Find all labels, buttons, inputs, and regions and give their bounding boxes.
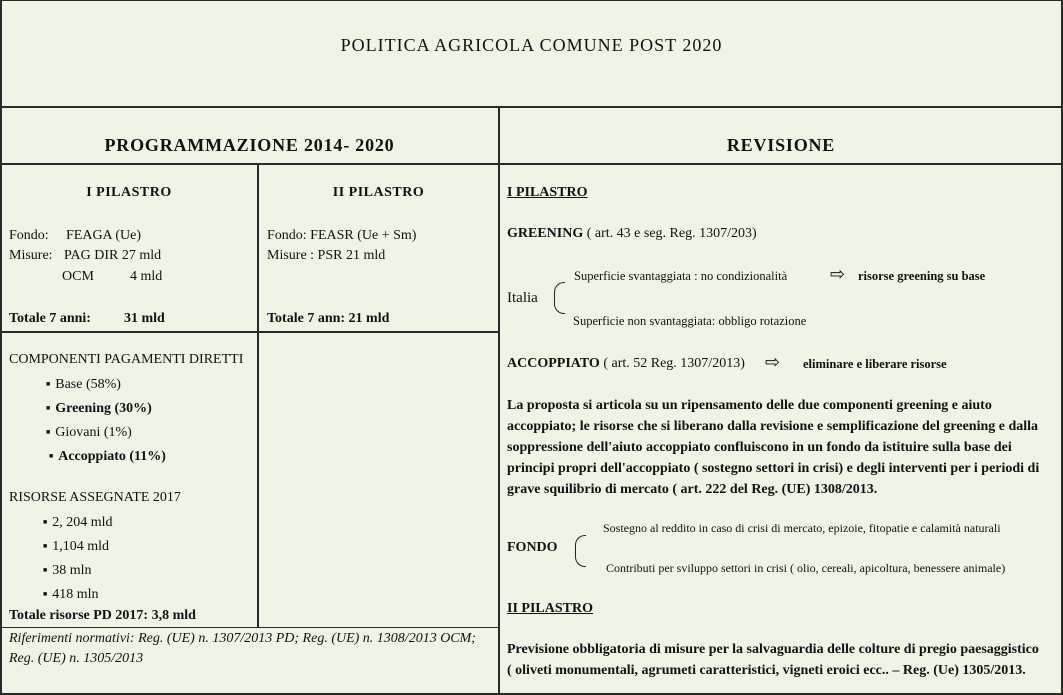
italia-brace — [554, 282, 565, 314]
pilastro1-totale-label: Totale 7 anni: — [9, 311, 91, 326]
revisione-header: REVISIONE — [726, 135, 836, 155]
superficie-non-svantaggiata: Superficie non svantaggiata: obbligo rotazione — [573, 314, 807, 328]
fondo-brace — [575, 535, 586, 567]
riferimenti-line1: Riferimenti normativi: Reg. (UE) n. 1307/2013 PD; Reg. (UE) n. 1308/2013 OCM; — [9, 631, 476, 646]
risorse-totale: Totale risorse PD 2017: 3,8 mld — [9, 608, 196, 623]
programmazione-header: PROGRAMMAZIONE 2014- 2020 — [104, 135, 395, 155]
superficie-svantaggiata: Superficie svantaggiata : no condizionalità — [574, 269, 788, 283]
pilastro1-ocm-value: 4 mld — [130, 269, 163, 284]
right-arrow-icon: ⇨ — [830, 264, 846, 285]
accoppiato-result: eliminare e liberare risorse — [803, 357, 947, 371]
page-title: POLITICA AGRICOLA COMUNE POST 2020 — [340, 35, 723, 55]
revisione-pilastro2-heading: II PILASTRO — [507, 601, 593, 616]
fondo-item-sostegno: Sostegno al reddito in caso di crisi di mercato, epizoie, fitopatie e calamità naturali — [603, 521, 1001, 535]
pilastro1-heading: I PILASTRO — [86, 185, 172, 200]
revisione-pilastro1-heading: I PILASTRO — [507, 185, 588, 200]
border-left — [0, 0, 2, 695]
header-divider — [0, 163, 1063, 165]
risorse-item: ■ 1,104 mld — [43, 538, 109, 557]
componenti-item-base: ■ Base (58%) — [46, 376, 121, 395]
pilastro2-fondo: Fondo: FEASR (Ue + Sm) — [267, 228, 417, 243]
pilastro2-previsione-line2: ( oliveti monumentali, agrumeti caratteristici, vigneti eroici ecc.. – Reg. (Ue) 1305/2013. — [507, 663, 1026, 678]
componenti-item-giovani: ■ Giovani (1%) — [46, 424, 132, 443]
fondo-label: FONDO — [507, 540, 558, 555]
greening-ref: ( art. 43 e seg. Reg. 1307/203) — [583, 226, 757, 241]
proposta-paragraph — [507, 395, 1040, 500]
proposta-line: La proposta si articola su un ripensamento delle due componenti greening e aiuto — [507, 398, 992, 413]
riferimenti-line2: Reg. (UE) n. 1305/2013 — [9, 651, 144, 666]
fondo-item-contributi: Contributi per sviluppo settori in crisi ( olio, cereali, apicoltura, benessere animale) — [606, 561, 1006, 575]
risorse-item: ■ 38 mln — [43, 562, 92, 581]
accoppiato-row — [507, 355, 745, 373]
risorse-greening: risorse greening su base — [858, 269, 986, 283]
italia-label: Italia — [507, 290, 538, 306]
risorse-item: ■ 418 mln — [43, 586, 99, 605]
pilastro2-previsione-line1: Previsione obbligatoria di misure per la salvaguardia delle colture di pregio paesaggistico — [507, 642, 1039, 657]
risorse-item: ■ 2, 204 mld — [43, 514, 113, 533]
pilastro-divider — [257, 163, 259, 628]
right-arrow-icon: ⇨ — [765, 352, 781, 373]
proposta-line: soppressione dell'aiuto accoppiato confluiscono in un fondo da istituire sulla base dei — [507, 440, 1012, 455]
riferimenti-divider — [0, 627, 499, 628]
accoppiato-ref: ( art. 52 Reg. 1307/2013) — [599, 356, 745, 371]
border-top — [0, 0, 1063, 1]
accoppiato-label: ACCOPPIATO — [507, 356, 600, 371]
pilastro1-misure-value: PAG DIR 27 mld — [64, 248, 162, 263]
componenti-heading: COMPONENTI PAGAMENTI DIRETTI — [9, 352, 244, 367]
pilastro2-heading: II PILASTRO — [332, 185, 425, 200]
pilastro1-fondo-value: FEAGA (Ue) — [66, 228, 142, 243]
pilastro1-fondo-label: Fondo: — [9, 228, 49, 243]
proposta-line: principi propri dell'accoppiato ( sostegno settori in crisi) e degli interventi per i periodi di — [507, 461, 1040, 476]
pilastro2-totale: Totale 7 ann: 21 mld — [267, 311, 390, 326]
pilastro1-ocm-label: OCM — [62, 269, 94, 284]
proposta-line: grave squilibrio di mercato ( art. 222 del Reg. (UE) 1308/2013. — [507, 482, 878, 497]
risorse-heading: RISORSE ASSEGNATE 2017 — [9, 490, 181, 505]
greening-row — [507, 225, 757, 243]
title-divider — [0, 106, 1063, 108]
proposta-line: accoppiato; le risorse che si liberano dalla revisione e semplificazione del greening e dalla — [507, 419, 1039, 434]
componenti-item-greening: ■ Greening (30%) — [46, 400, 152, 419]
pilastro2-misure: Misure : PSR 21 mld — [267, 248, 386, 263]
totals-divider — [0, 331, 499, 333]
pilastro1-misure-label: Misure: — [9, 248, 53, 263]
componenti-item-accoppiato: ■ Accoppiato (11%) — [49, 448, 166, 467]
pilastro1-totale-value: 31 mld — [124, 311, 165, 326]
greening-label: GREENING — [507, 226, 584, 241]
